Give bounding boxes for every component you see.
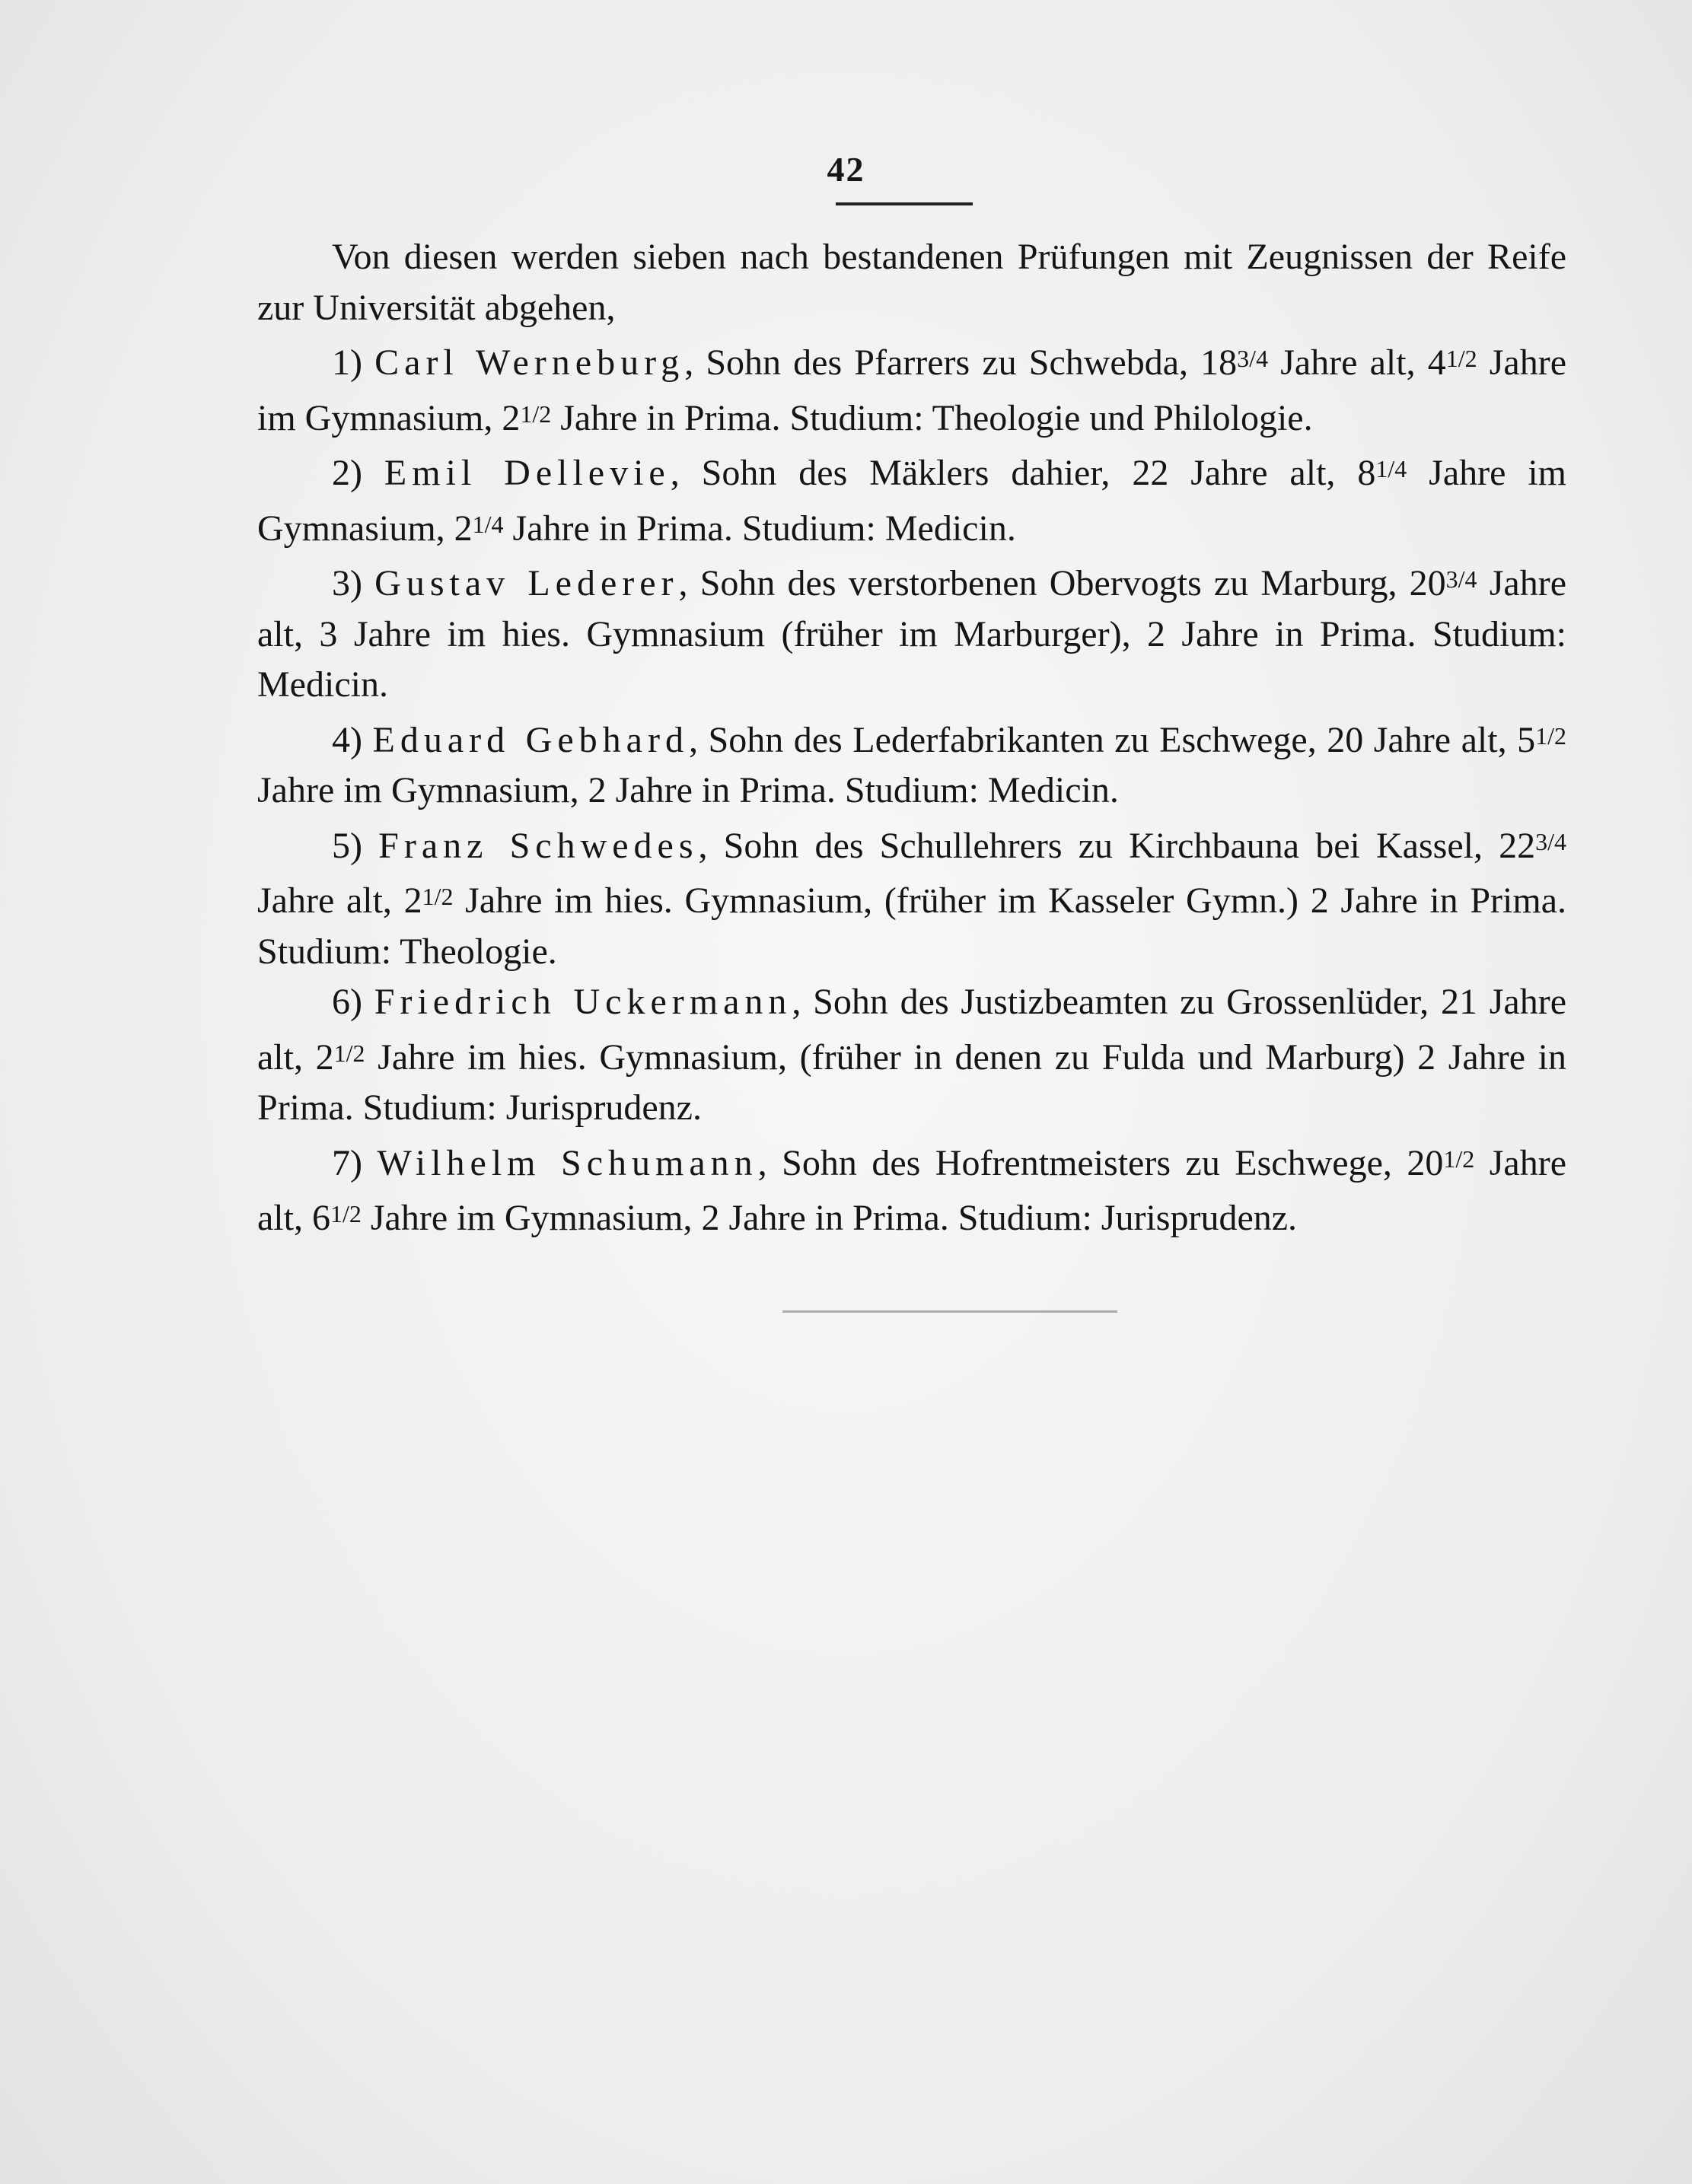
entry-1: 1) Carl Werneburg, Sohn des Pfarrers zu Schwebda, $18^{3/4}$ Jahre alt, $4^{1/2}$ Jahre im Gymnasium, $2^{1/2}$ Jahre in Prima. Studium: Theologie und Philologie. [257, 342, 1566, 438]
entry-2: 2) Emil Dellevie, Sohn des Mäklers dahier, 22 Jahre alt, $8^{1/4}$ Jahre im Gymnasium, $2^{1/4}$ Jahre in Prima. Studium: Medicin. [257, 453, 1566, 549]
entry-name: Franz Schwedes [378, 825, 699, 866]
entry-name: Carl Werneburg [374, 342, 685, 383]
entry-number: 3) [332, 563, 362, 603]
entry-number: 5) [332, 825, 362, 866]
header-rule [836, 202, 973, 205]
intro-paragraph: Von diesen werden sieben nach bestandenen Prüfungen mit Zeugnissen der Reife zur Universität abgehen, [257, 237, 1566, 328]
entry-number: 2) [332, 453, 362, 493]
entry-name: Wilhelm Schumann [377, 1142, 758, 1183]
entry-7: 7) Wilhelm Schumann, Sohn des Hofrentmeisters zu Eschwege, $20^{1/2}$ Jahre alt, $6^{1/2}$ Jahre im Gymnasium, 2 Jahre in Prima. Studium: Jurisprudenz. [257, 1142, 1567, 1238]
entry-number: 4) [332, 719, 362, 760]
entry-name: Friedrich Uckermann [374, 982, 792, 1022]
body-text [257, 232, 1566, 1244]
entry-name: Eduard Gebhard [372, 719, 689, 760]
entry-3: 3) Gustav Lederer, Sohn des verstorbenen Obervogts zu Marburg, $20^{3/4}$ Jahre alt, 3 Jahre im hies. Gymnasium (früher im Marburger), 2 Jahre in Prima. Studium: Medicin. [257, 563, 1566, 705]
entry-5: 5) Franz Schwedes, Sohn des Schullehrers zu Kirchbauna bei Kassel, $22^{3/4}$ Jahre alt, $2^{1/2}$ Jahre im hies. Gymnasium, (früher im Kasseler Gymn.) 2 Jahre in Prima. Studium: Theologie. [257, 825, 1567, 972]
entry-number: 6) [332, 982, 362, 1022]
entry-number: 1) [332, 342, 362, 383]
entry-6: 6) Friedrich Uckermann, Sohn des Justizbeamten zu Grossenlüder, 21 Jahre alt, $2^{1/2}$ Jahre im hies. Gymnasium, (früher in denen zu Fulda und Marburg) 2 Jahre in Prima. Studium: Jurisprudenz. [257, 982, 1567, 1128]
bleed-through-rule [782, 1310, 1117, 1313]
entry-name: Gustav Lederer [374, 563, 679, 603]
entry-number: 7) [332, 1142, 362, 1183]
entry-4: 4) Eduard Gebhard, Sohn des Lederfabrikanten zu Eschwege, 20 Jahre alt, $5^{1/2}$ Jahre im Gymnasium, 2 Jahre in Prima. Studium: Medicin. [257, 719, 1567, 810]
entry-name: Emil Dellevie [384, 453, 671, 493]
page-number: 42 [827, 150, 865, 189]
